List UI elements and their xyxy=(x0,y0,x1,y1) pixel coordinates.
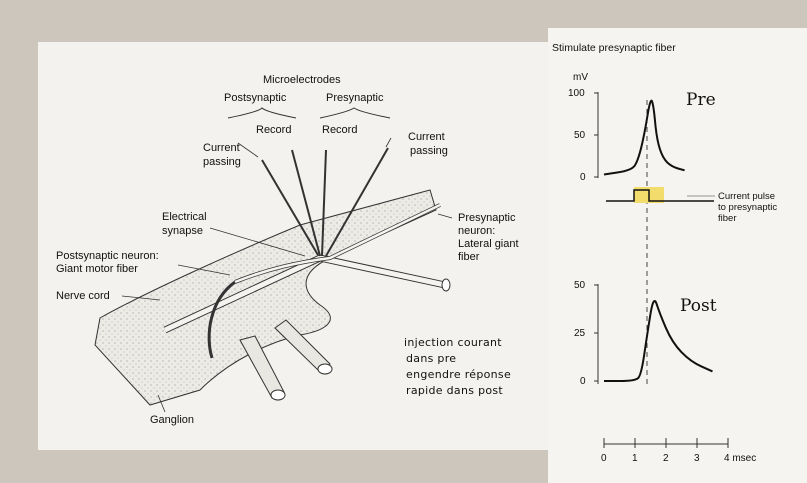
handwritten-pre: Pre xyxy=(686,90,716,110)
presynaptic-neuron-3: Lateral giant xyxy=(458,238,519,250)
presynaptic-plot-axes xyxy=(594,92,598,178)
pulse-label-2: to presynaptic xyxy=(718,202,778,213)
postsynaptic-neuron-2: Giant motor fiber xyxy=(56,263,138,275)
pulse-label-1: Current pulse xyxy=(718,191,776,202)
time-tick-1: 1 xyxy=(632,453,638,464)
ganglion-label: Ganglion xyxy=(150,414,195,426)
current-passing-right-2: passing xyxy=(410,145,448,157)
handwritten-note-2: dans pre xyxy=(406,352,457,365)
mv-unit-label: mV xyxy=(573,72,588,83)
handwritten-note-3: engendre réponse xyxy=(406,368,512,381)
handwritten-post: Post xyxy=(680,296,717,316)
post-tick-50: 50 xyxy=(574,280,586,291)
handwritten-note-1: injection courant xyxy=(404,336,502,349)
time-tick-3: 3 xyxy=(694,453,700,464)
postsynaptic-label: Postsynaptic xyxy=(224,92,287,104)
postsynaptic-plot-axes xyxy=(594,284,598,384)
pulse-label-3: fiber xyxy=(718,213,737,224)
postsynaptic-neuron-1: Postsynaptic neuron: xyxy=(56,250,159,262)
post-tick-25: 25 xyxy=(574,328,586,339)
presynaptic-trace-line xyxy=(604,101,685,175)
electrical-synapse-2: synapse xyxy=(162,225,203,237)
time-axis xyxy=(604,438,728,448)
presynaptic-neuron-1: Presynaptic xyxy=(458,212,516,224)
presynaptic-label: Presynaptic xyxy=(326,92,384,104)
presynaptic-neuron-4: fiber xyxy=(458,251,480,263)
right-plot-title: Stimulate presynaptic fiber xyxy=(552,42,676,54)
presynaptic-trace xyxy=(604,101,685,175)
time-tick-4: 4 msec xyxy=(724,453,757,464)
current-passing-right-1: Current xyxy=(408,131,445,143)
presynaptic-neuron-2: neuron: xyxy=(458,225,496,237)
time-tick-0: 0 xyxy=(601,453,607,464)
record-label-left: Record xyxy=(256,124,292,136)
electrical-synapse-1: Electrical xyxy=(162,211,207,223)
current-passing-left-2: passing xyxy=(203,156,241,168)
time-tick-2: 2 xyxy=(663,453,669,464)
microelectrodes-label: Microelectrodes xyxy=(263,74,341,86)
current-passing-left-1: Current xyxy=(203,142,240,154)
record-label-right: Record xyxy=(322,124,358,136)
pre-tick-100: 100 xyxy=(568,88,585,99)
post-tick-0: 0 xyxy=(580,376,586,387)
pre-tick-50: 50 xyxy=(574,130,586,141)
pre-tick-0: 0 xyxy=(580,172,586,183)
handwritten-note-4: rapide dans post xyxy=(406,384,504,397)
nerve-cord-label: Nerve cord xyxy=(56,290,110,302)
